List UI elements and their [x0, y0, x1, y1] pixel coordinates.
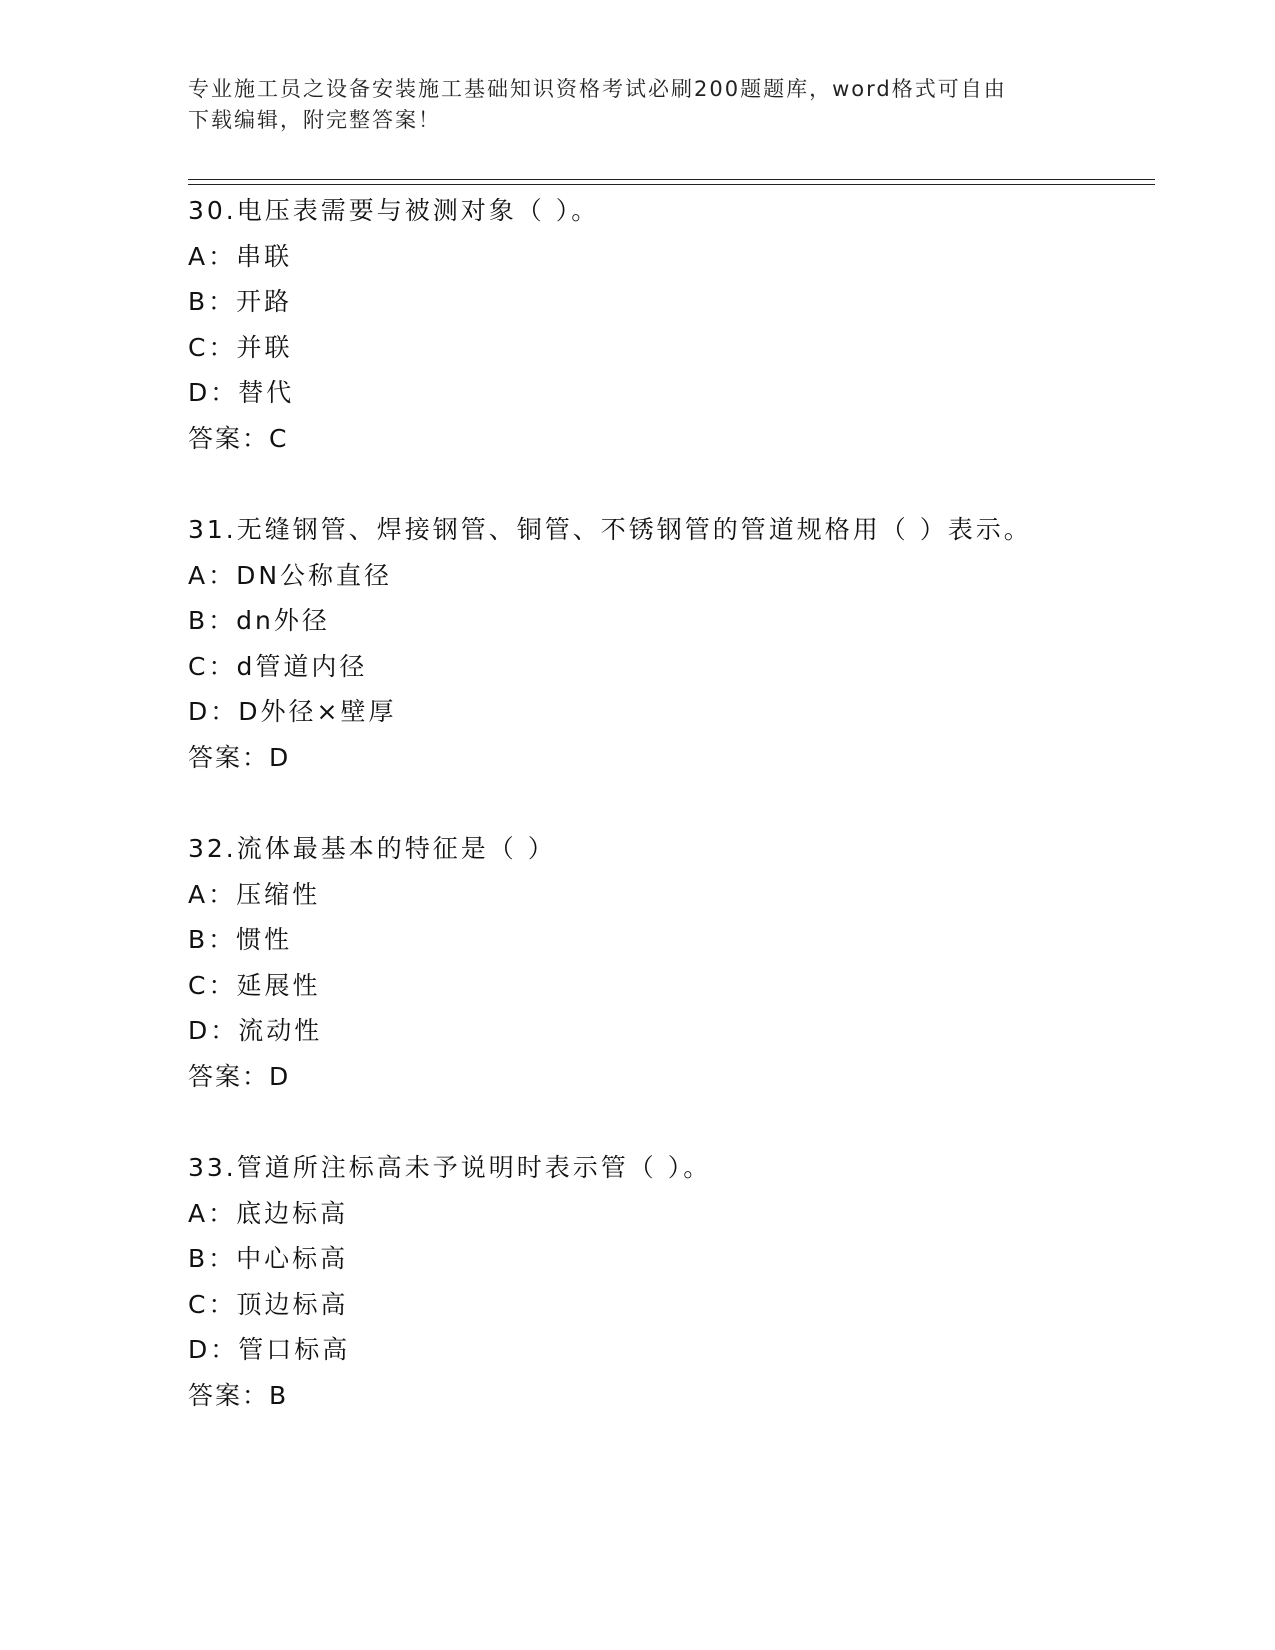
option-b: B：开路	[188, 287, 293, 316]
question-stem: 32.流体最基本的特征是（ ）	[188, 834, 556, 863]
option-d: D：替代	[188, 378, 295, 407]
option-a: A：串联	[188, 241, 293, 271]
question-stem: 31.无缝钢管、焊接钢管、铜管、不锈钢管的管道规格用（ ）表示。	[188, 515, 1032, 544]
question-stem: 33.管道所注标高未予说明时表示管（ ）。	[188, 1153, 712, 1182]
option-d: D：流动性	[188, 1016, 323, 1045]
question-31	[188, 507, 1188, 780]
option-b: B：中心标高	[188, 1244, 349, 1273]
question-stem: 30.电压表需要与被测对象（ ）。	[188, 196, 600, 225]
header-divider-top	[188, 179, 1155, 180]
question-30	[188, 188, 1188, 461]
header-line-1: 专业施工员之设备安装施工基础知识资格考试必刷200题题库，word格式可自由	[188, 77, 1007, 101]
answer: 答案：C	[188, 423, 289, 453]
option-c: C：d管道内径	[188, 651, 368, 681]
option-a: A：DN公称直径	[188, 560, 393, 590]
option-b: B：dn外径	[188, 606, 330, 635]
header-divider-bottom	[188, 184, 1155, 185]
document-header	[188, 74, 1088, 136]
answer: 答案：D	[188, 1061, 291, 1091]
option-c: C：并联	[188, 332, 293, 362]
option-d: D：管口标高	[188, 1335, 351, 1364]
option-c: C：顶边标高	[188, 1289, 349, 1319]
option-a: A：底边标高	[188, 1198, 349, 1228]
option-c: C：延展性	[188, 970, 321, 1000]
option-b: B：惯性	[188, 925, 293, 954]
header-line-2: 下载编辑，附完整答案！	[188, 108, 441, 132]
answer: 答案：B	[188, 1380, 289, 1410]
option-a: A：压缩性	[188, 879, 321, 909]
question-33	[188, 1145, 1188, 1418]
option-d: D：D外径×壁厚	[188, 697, 397, 726]
question-32	[188, 826, 1188, 1099]
answer: 答案：D	[188, 742, 291, 772]
